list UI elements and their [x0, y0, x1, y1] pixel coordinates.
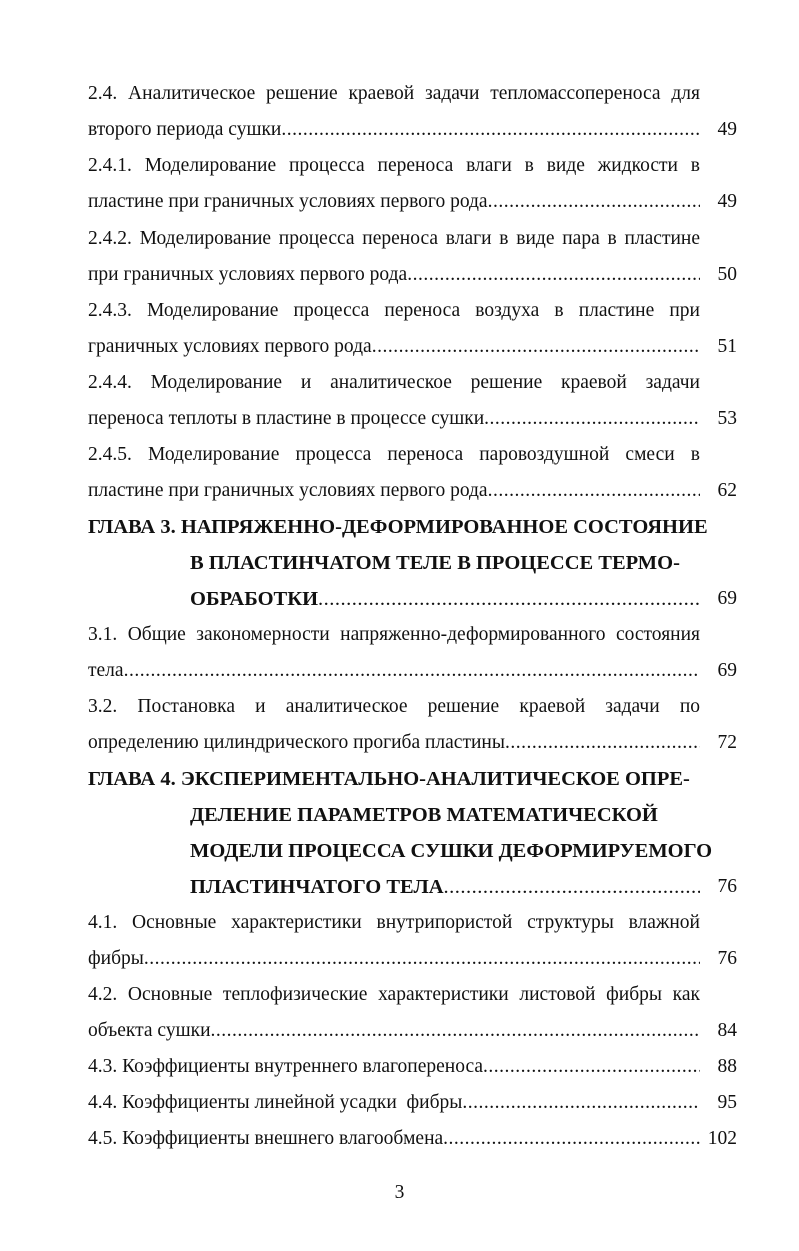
toc-entry-2-4-5-line1: 2.4.5. Моделирование процесса переноса паровоздушной смеси в [88, 444, 700, 465]
toc-entry-text: тела [88, 660, 124, 681]
toc-entry-text: 4.4. Коэффициенты линейной усадки фибры [88, 1092, 463, 1113]
toc-page-number: 69 [717, 660, 737, 681]
toc-entry-2-4-3-line2 [88, 332, 700, 362]
dot-leader [144, 944, 700, 974]
chapter-4-heading-line2: ДЕЛЕНИЕ ПАРАМЕТРОВ МАТЕМАТИЧЕСКОЙ [190, 804, 658, 826]
toc-entry-2-4-line1: 2.4. Аналитическое решение краевой задачи тепломассопереноса для [88, 83, 700, 104]
dot-leader [211, 1016, 700, 1046]
chapter-3-heading-line3 [190, 584, 700, 614]
toc-entry-text: фибры [88, 948, 144, 969]
page-number: 3 [394, 1182, 405, 1203]
dot-leader [372, 332, 700, 362]
chapter-3-heading-line1: ГЛАВА 3. НАПРЯЖЕННО-ДЕФОРМИРОВАННОЕ СОСТОЯНИЕ [88, 516, 708, 538]
toc-page-number: 102 [707, 1128, 737, 1149]
toc-entry-text: ПЛАСТИНЧАТОГО ТЕЛА [190, 876, 444, 898]
dot-leader [444, 872, 700, 902]
toc-entry-text: переноса теплоты в пластине в процессе сушки [88, 408, 485, 429]
chapter-4-heading-line4 [190, 872, 700, 902]
toc-entry-4-1-line1: 4.1. Основные характеристики внутрипористой структуры влажной [88, 912, 700, 933]
toc-entry-text: ОБРАБОТКИ [190, 588, 319, 610]
toc-entry-4-4 [88, 1088, 700, 1118]
toc-entry-4-3 [88, 1052, 700, 1082]
toc-entry-4-5 [88, 1124, 700, 1154]
dot-leader [488, 187, 700, 217]
toc-entry-2-4-line2 [88, 115, 700, 145]
toc-page-number: 69 [717, 588, 737, 609]
dot-leader [318, 584, 700, 614]
dot-leader [483, 1052, 700, 1082]
toc-entry-text: второго периода сушки [88, 119, 282, 140]
toc-entry-text: объекта сушки [88, 1020, 211, 1041]
toc-entry-3-2-line1: 3.2. Постановка и аналитическое решение краевой задачи по [88, 696, 700, 717]
chapter-3-heading-line2: В ПЛАСТИНЧАТОМ ТЕЛЕ В ПРОЦЕССЕ ТЕРМО- [190, 552, 680, 574]
toc-entry-text: граничных условиях первого рода [88, 336, 372, 357]
toc-entry-2-4-5-line2 [88, 476, 700, 506]
toc-page-number: 49 [717, 119, 737, 140]
toc-page-number: 51 [717, 336, 737, 357]
dot-leader [124, 656, 700, 686]
toc-page-number: 49 [717, 191, 737, 212]
toc-entry-2-4-3-line1: 2.4.3. Моделирование процесса переноса воздуха в пластине при [88, 300, 700, 321]
dot-leader [484, 404, 700, 434]
toc-entry-2-4-1-line1: 2.4.1. Моделирование процесса переноса влаги в виде жидкости в [88, 155, 700, 176]
toc-entry-2-4-4-line2 [88, 404, 700, 434]
dot-leader [505, 728, 700, 758]
dot-leader [462, 1088, 700, 1118]
dot-leader [443, 1124, 700, 1154]
toc-entry-text: при граничных условиях первого рода [88, 264, 408, 285]
toc-entry-3-2-line2 [88, 728, 700, 758]
toc-page-number: 53 [717, 408, 737, 429]
chapter-4-heading-line3: МОДЕЛИ ПРОЦЕССА СУШКИ ДЕФОРМИРУЕМОГО [190, 840, 713, 862]
toc-entry-3-1-line2 [88, 656, 700, 686]
toc-entry-2-4-2-line1: 2.4.2. Моделирование процесса переноса влаги в виде пара в пластине [88, 228, 700, 249]
toc-page-number: 76 [717, 948, 737, 969]
chapter-4-heading-line1: ГЛАВА 4. ЭКСПЕРИМЕНТАЛЬНО-АНАЛИТИЧЕСКОЕ ОПРЕ- [88, 768, 690, 790]
toc-entry-text: определению цилиндрического прогиба пластины [88, 732, 505, 753]
toc-entry-2-4-1-line2 [88, 187, 700, 217]
dot-leader [281, 115, 700, 145]
toc-page-number: 95 [717, 1092, 737, 1113]
toc-entry-2-4-2-line2 [88, 260, 700, 290]
toc-entry-2-4-4-line1: 2.4.4. Моделирование и аналитическое решение краевой задачи [88, 372, 700, 393]
toc-entry-text: пластине при граничных условиях первого рода [88, 191, 488, 212]
toc-entry-text: пластине при граничных условиях первого рода [88, 480, 488, 501]
toc-entry-4-2-line1: 4.2. Основные теплофизические характеристики листовой фибры как [88, 984, 700, 1005]
dot-leader [488, 476, 700, 506]
toc-page-number: 62 [717, 480, 737, 501]
toc-page-number: 76 [717, 876, 737, 897]
toc-entry-text: 4.5. Коэффициенты внешнего влагообмена [88, 1128, 444, 1149]
toc-page-number: 84 [717, 1020, 737, 1041]
toc-entry-4-2-line2 [88, 1016, 700, 1046]
toc-entry-4-1-line2 [88, 944, 700, 974]
toc-entry-text: 4.3. Коэффициенты внутреннего влагопереноса [88, 1056, 483, 1077]
toc-entry-3-1-line1: 3.1. Общие закономерности напряженно-деформированного состояния [88, 624, 700, 645]
toc-page-number: 50 [717, 264, 737, 285]
toc-page-number: 88 [717, 1056, 737, 1077]
dot-leader [407, 260, 700, 290]
toc-page-number: 72 [717, 732, 737, 753]
